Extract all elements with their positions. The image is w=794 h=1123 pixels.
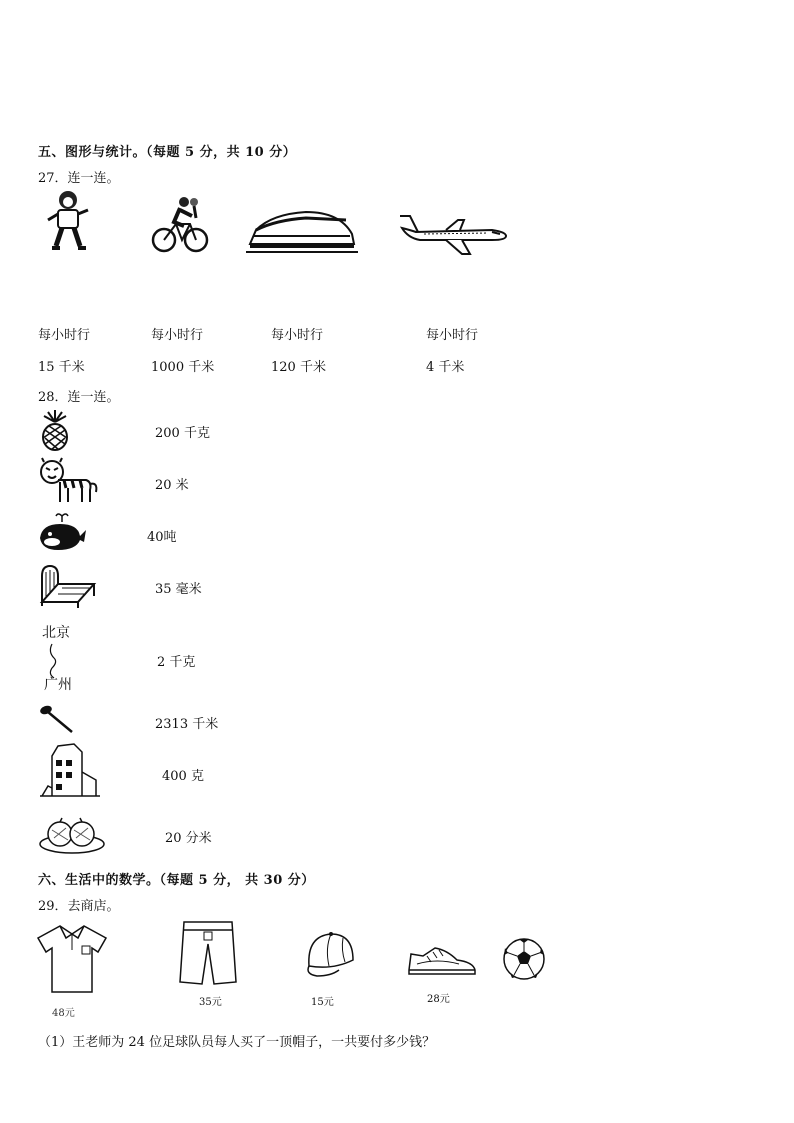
q28-value-8: 20 分米 (165, 831, 212, 846)
speed-label-2-line2: 1000 千米 (151, 360, 215, 375)
speed-label-1-line2: 15 千米 (38, 360, 85, 375)
q28-value-7: 400 克 (162, 769, 204, 784)
nail-icon (40, 704, 76, 734)
shorts-price: 35元 (199, 997, 222, 1008)
cap-icon (303, 930, 355, 978)
map-label-beijing: 北京 (42, 625, 70, 641)
speed-label-4-line1: 每小时行 (426, 328, 479, 343)
shorts-icon (178, 920, 238, 986)
speed-label-3-line2: 120 千米 (271, 360, 326, 375)
q28-value-3: 40吨 (147, 530, 177, 545)
shirt-icon (36, 924, 108, 994)
airplane-icon (396, 212, 508, 256)
q28-value-2: 20 米 (155, 478, 189, 493)
cyclist-icon (150, 196, 210, 254)
q28-value-5: 2 千克 (157, 655, 196, 670)
speed-label-1-line1: 每小时行 (38, 328, 91, 343)
speed-label-2-line1: 每小时行 (151, 328, 204, 343)
apples-plate-icon (38, 814, 106, 854)
question-29-sub-1: （1）王老师为 24 位足球队员每人买了一顶帽子，一共要付多少钱？ (38, 1035, 436, 1050)
soccer-ball-icon (502, 937, 546, 981)
walking-person-icon (44, 190, 94, 252)
shirt-price: 48元 (52, 1008, 75, 1019)
pineapple-icon (38, 410, 72, 450)
building-icon (38, 742, 100, 798)
q28-value-1: 200 千克 (155, 426, 210, 441)
map-label-guangzhou: 广州 (44, 677, 72, 693)
section-6-heading: 六、生活中的数学。（每题 5 分， 共 30 分） (38, 873, 315, 888)
bed-icon (38, 562, 96, 608)
speed-label-3-line1: 每小时行 (271, 328, 324, 343)
beijing-guangzhou-map-icon (40, 622, 84, 694)
question-28-title: 28．连一连。 (38, 390, 120, 405)
speed-label-4-line2: 4 千米 (426, 360, 465, 375)
sneaker-price: 28元 (427, 994, 450, 1005)
q28-value-6: 2313 千米 (155, 717, 219, 732)
train-icon (246, 208, 358, 254)
sneaker-icon (407, 946, 477, 978)
tiger-icon (38, 458, 100, 506)
question-29-title: 29．去商店。 (38, 899, 120, 914)
cap-price: 15元 (311, 997, 334, 1008)
whale-icon (38, 512, 86, 552)
section-5-heading: 五、图形与统计。（每题 5 分，共 10 分） (38, 145, 297, 160)
question-27-title: 27．连一连。 (38, 171, 120, 186)
q28-value-4: 35 毫米 (155, 582, 202, 597)
